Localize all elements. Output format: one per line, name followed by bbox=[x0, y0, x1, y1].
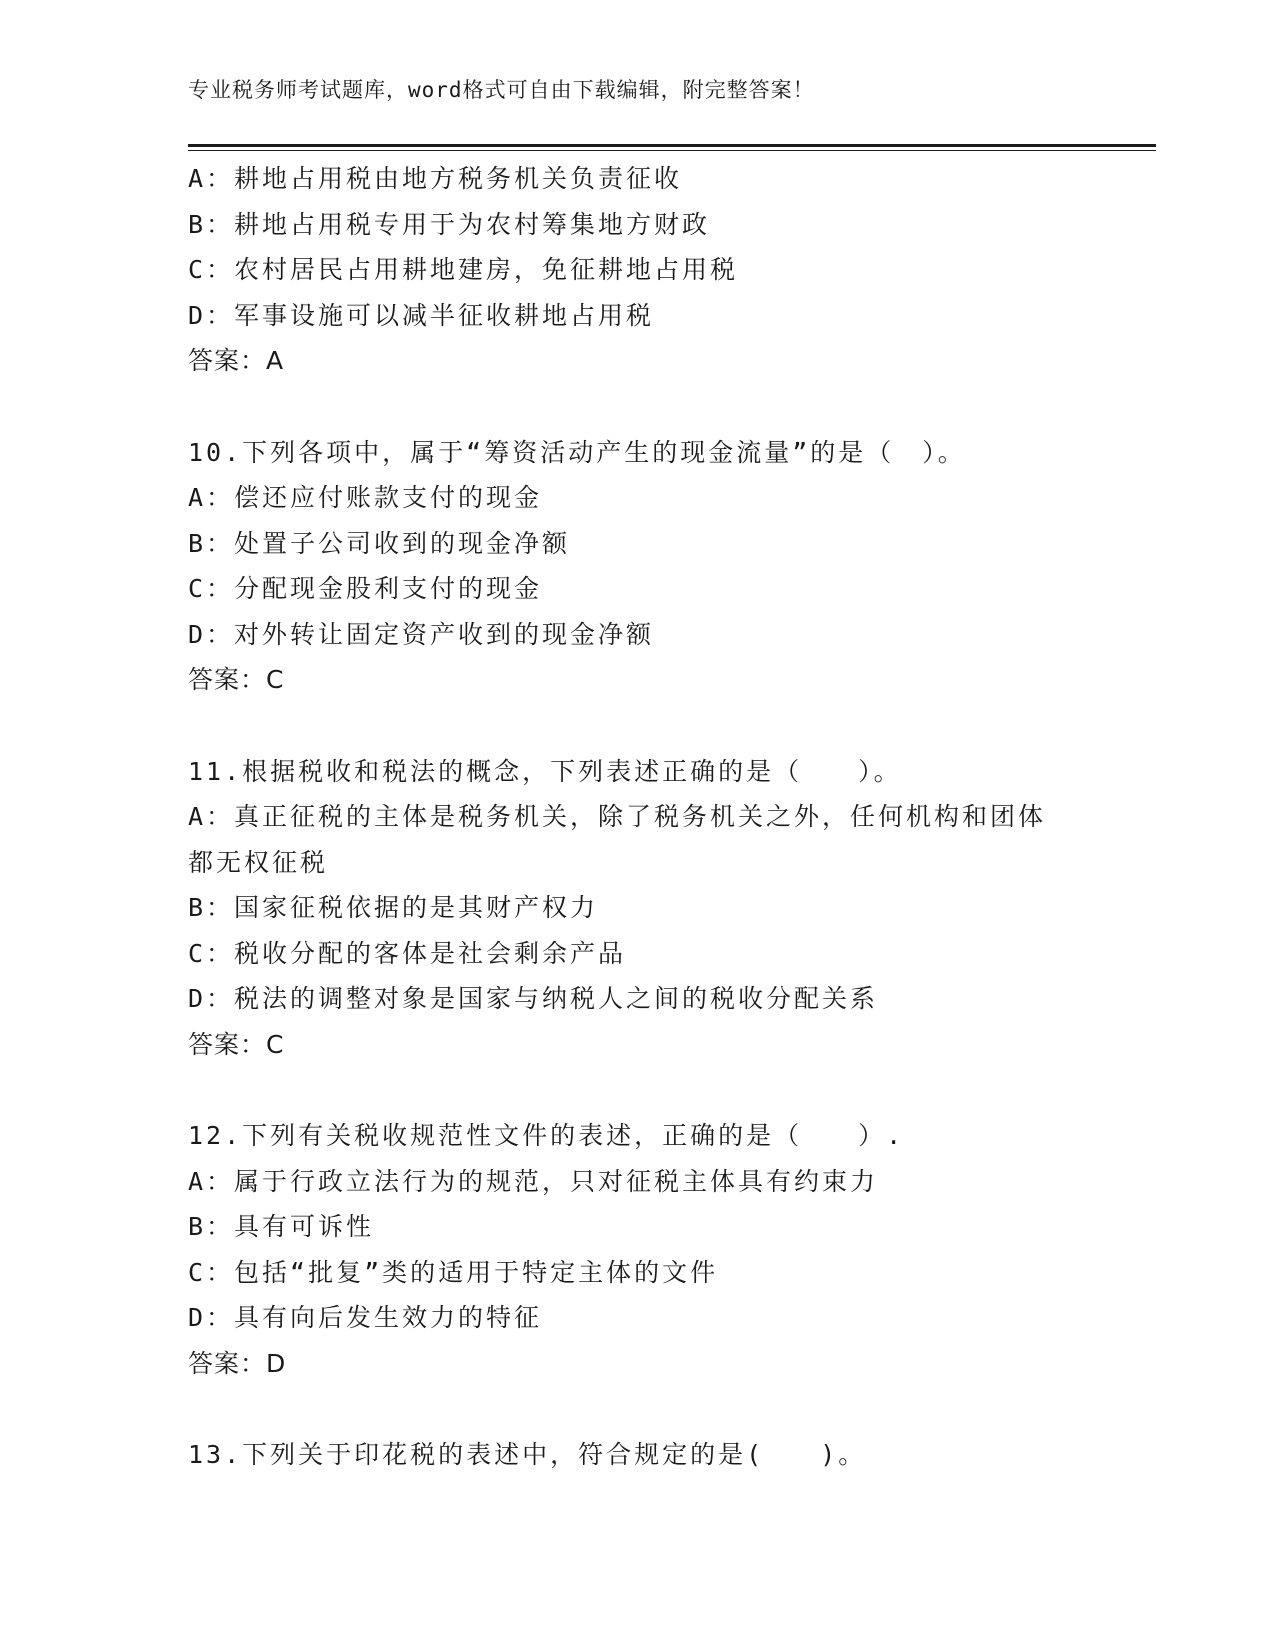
spacer bbox=[188, 1067, 1088, 1113]
header-rule-thick bbox=[188, 144, 1156, 147]
option-a: A：真正征税的主体是税务机关，除了税务机关之外，任何机构和团体 bbox=[188, 802, 1047, 831]
question-text: 12.下列有关税收规范性文件的表述，正确的是（ ）. bbox=[188, 1121, 905, 1150]
option-a: A：偿还应付账款支付的现金 bbox=[188, 483, 543, 512]
answer: 答案：C bbox=[188, 665, 285, 694]
answer: 答案：A bbox=[188, 346, 285, 375]
option-a: A：耕地占用税由地方税务机关负责征收 bbox=[188, 164, 683, 193]
option-a-continued: 都无权征税 bbox=[188, 847, 329, 877]
option-d: D：税法的调整对象是国家与纳税人之间的税收分配关系 bbox=[188, 984, 879, 1013]
spacer bbox=[188, 384, 1088, 430]
spacer bbox=[188, 703, 1088, 749]
question-10-block bbox=[188, 430, 1088, 703]
question-text: 10.下列各项中，属于“筹资活动产生的现金流量”的是（ ）。 bbox=[188, 437, 966, 467]
option-c: C：税收分配的客体是社会剩余产品 bbox=[188, 938, 627, 968]
answer: 答案：C bbox=[188, 1029, 285, 1059]
question-9-block bbox=[188, 156, 1088, 384]
question-12-block bbox=[188, 1113, 1088, 1386]
page-header: 专业税务师考试题库，word格式可自由下载编辑，附完整答案！ bbox=[188, 78, 815, 102]
spacer bbox=[188, 1386, 1088, 1432]
question-text: 13.下列关于印花税的表述中，符合规定的是( )。 bbox=[188, 1440, 867, 1469]
option-b: B：处置子公司收到的现金净额 bbox=[188, 528, 571, 558]
option-b: B：具有可诉性 bbox=[188, 1212, 375, 1241]
option-c: C：农村居民占用耕地建房，免征耕地占用税 bbox=[188, 255, 739, 284]
header-rule-thin bbox=[188, 150, 1156, 151]
option-d: D：对外转让固定资产收到的现金净额 bbox=[188, 619, 655, 649]
option-d: D：军事设施可以减半征收耕地占用税 bbox=[188, 300, 655, 330]
option-d: D：具有向后发生效力的特征 bbox=[188, 1303, 543, 1332]
question-text: 11.根据税收和税法的概念，下列表述正确的是（ ）。 bbox=[188, 756, 902, 786]
option-b: B：国家征税依据的是其财产权力 bbox=[188, 893, 599, 922]
question-content bbox=[188, 156, 1088, 1478]
option-a: A：属于行政立法行为的规范，只对征税主体具有约束力 bbox=[188, 1166, 879, 1196]
option-c: C：分配现金股利支付的现金 bbox=[188, 574, 543, 603]
option-b: B：耕地占用税专用于为农村筹集地方财政 bbox=[188, 209, 711, 239]
question-13-block bbox=[188, 1432, 1088, 1478]
question-11-block bbox=[188, 749, 1088, 1068]
answer: 答案：D bbox=[188, 1348, 287, 1378]
option-c: C：包括“批复”类的适用于特定主体的文件 bbox=[188, 1257, 719, 1287]
